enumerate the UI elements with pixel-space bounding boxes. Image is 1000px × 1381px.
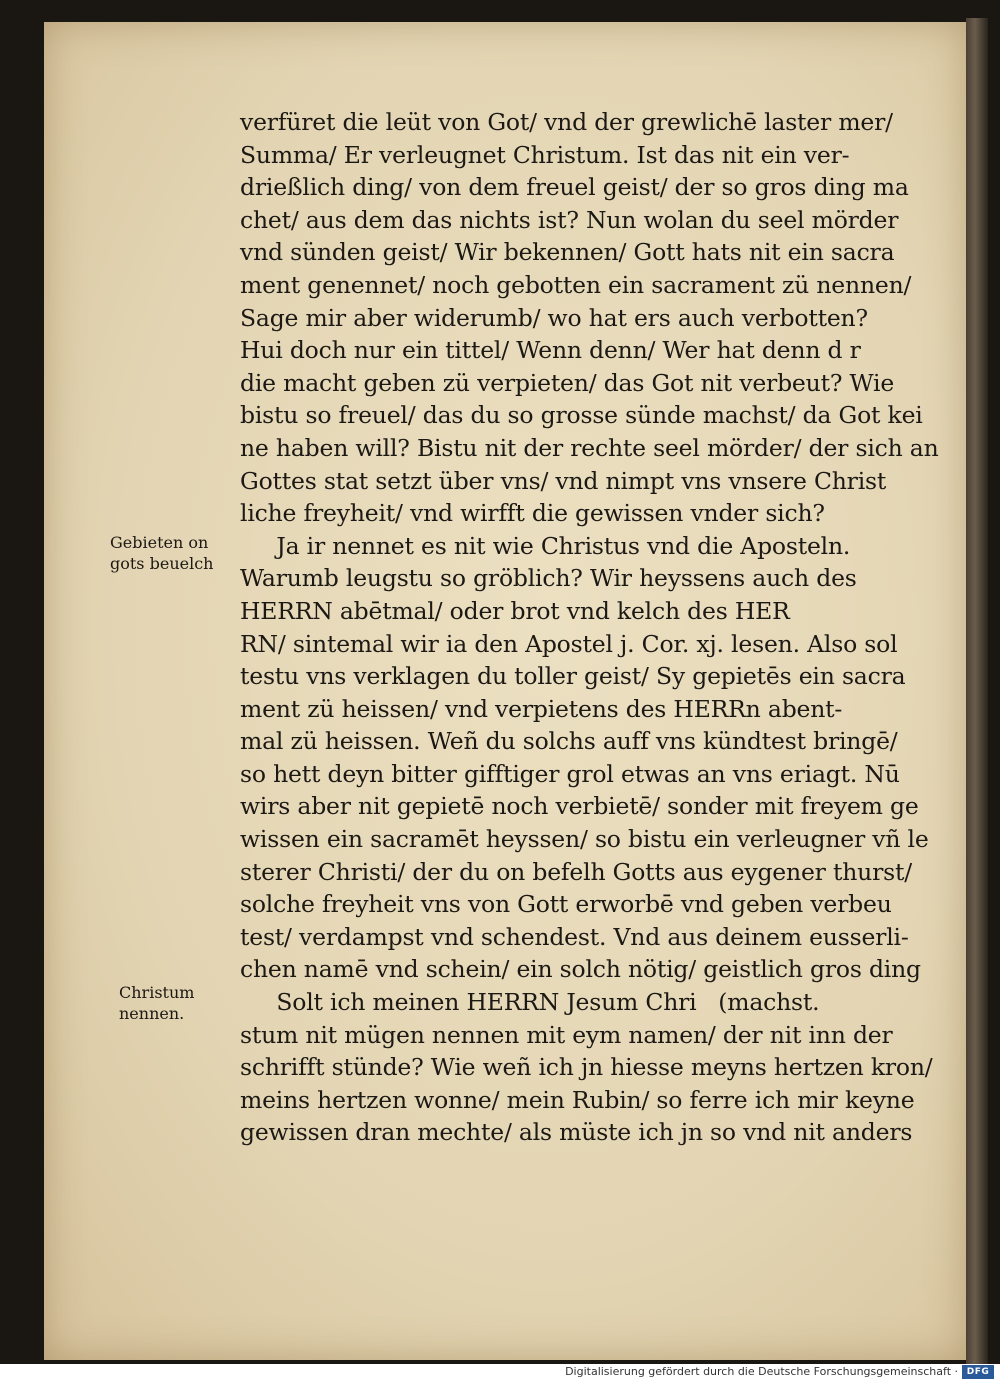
text-line: Hui doch nur ein tittel/ Wenn denn/ Wer hat denn d r (240, 336, 861, 365)
text-line: sterer Christi/ der du on befelh Gotts aus eygener thurst/ (240, 857, 912, 886)
margin-note-line: nennen. (119, 1004, 185, 1023)
text-line: HERRN abētmal/ oder brot vnd kelch des HER (240, 596, 790, 625)
text-line: liche freyheit/ vnd wirfft die gewissen vnder sich? (240, 499, 825, 528)
text-line: Gottes stat setzt über vns/ vnd nimpt vns vnsere Christ (240, 466, 887, 495)
margin-note-gebieten (110, 532, 213, 574)
body-text (240, 106, 939, 1149)
text-line: Sage mir aber widerumb/ wo hat ers auch verbotten? (240, 303, 868, 332)
footer-bar (0, 1364, 1000, 1381)
text-line: chen namē vnd schein/ ein solch nötig/ geistlich gros ding (240, 955, 921, 984)
page-edge (966, 18, 988, 1364)
text-line: so hett deyn bitter gifftiger grol etwas an vns eriagt. Nū (240, 759, 900, 788)
text-line: schrifft stünde? Wie weñ ich jn hiesse meyns hertzen kron/ (240, 1053, 933, 1082)
margin-note-christum (119, 982, 194, 1024)
text-line: verfüret die leüt von Got/ vnd der grewlichē laster mer/ (240, 108, 893, 136)
text-line: testu vns verklagen du toller geist/ Sy gepietēs ein sacra (240, 662, 906, 691)
text-line: stum nit mügen nennen mit eym namen/ der nit inn der (240, 1020, 893, 1049)
text-line: wissen ein sacramēt heyssen/ so bistu ein verleugner vñ le (240, 825, 929, 854)
margin-note-line: Christum (119, 983, 195, 1002)
text-line: Ja ir nennet es nit wie Christus vnd die Aposteln. (240, 531, 851, 560)
text-line: ment zü heissen/ vnd verpietens des HERRn abent- (240, 694, 843, 723)
margin-note-line: Gebieten on (110, 533, 209, 552)
text-line: meins hertzen wonne/ mein Rubin/ so ferre ich mir keyne (240, 1085, 915, 1114)
text-line: bistu so freuel/ das du so grosse sünde machst/ da Got kei (240, 401, 923, 430)
margin-note-line: gots beuelch (110, 554, 214, 573)
funding-credit: Digitalisierung gefördert durch die Deutsche Forschungsgemeinschaft · (565, 1365, 958, 1378)
text-line: ne haben will? Bistu nit der rechte seel mörder/ der sich an (240, 433, 939, 462)
text-line: die macht geben zü verpieten/ das Got nit verbeut? Wie (240, 368, 895, 397)
text-line: Solt ich meinen HERRN Jesum Chri (machst. (240, 988, 820, 1017)
text-line: ment genennet/ noch gebotten ein sacrament zü nennen/ (240, 270, 912, 299)
text-line: chet/ aus dem das nichts ist? Nun wolan du seel mörder (240, 205, 899, 234)
text-line: vnd sünden geist/ Wir bekennen/ Gott hats nit ein sacra (240, 238, 895, 267)
text-line: drießlich ding/ von dem freuel geist/ der so gros ding ma (240, 173, 909, 202)
text-line: wirs aber nit gepietē noch verbietē/ sonder mit freyem ge (240, 792, 919, 821)
text-line: RN/ sintemal wir ia den Apostel j. Cor. xj. lesen. Also sol (240, 629, 898, 658)
text-line: Warumb leugstu so gröblich? Wir heyssens auch des (240, 564, 857, 593)
text-line: Summa/ Er verleugnet Christum. Ist das nit ein ver- (240, 140, 850, 169)
text-line: solche freyheit vns von Gott erworbē vnd geben verbeu (240, 890, 892, 919)
dfg-logo: DFG (962, 1365, 994, 1379)
text-line: mal zü heissen. Weñ du solchs auff vns kündtest bringē/ (240, 727, 898, 756)
text-line: test/ verdampst vnd schendest. Vnd aus deinem eusserli- (240, 922, 909, 951)
text-line: gewissen dran mechte/ als müste ich jn so vnd nit anders (240, 1118, 913, 1147)
